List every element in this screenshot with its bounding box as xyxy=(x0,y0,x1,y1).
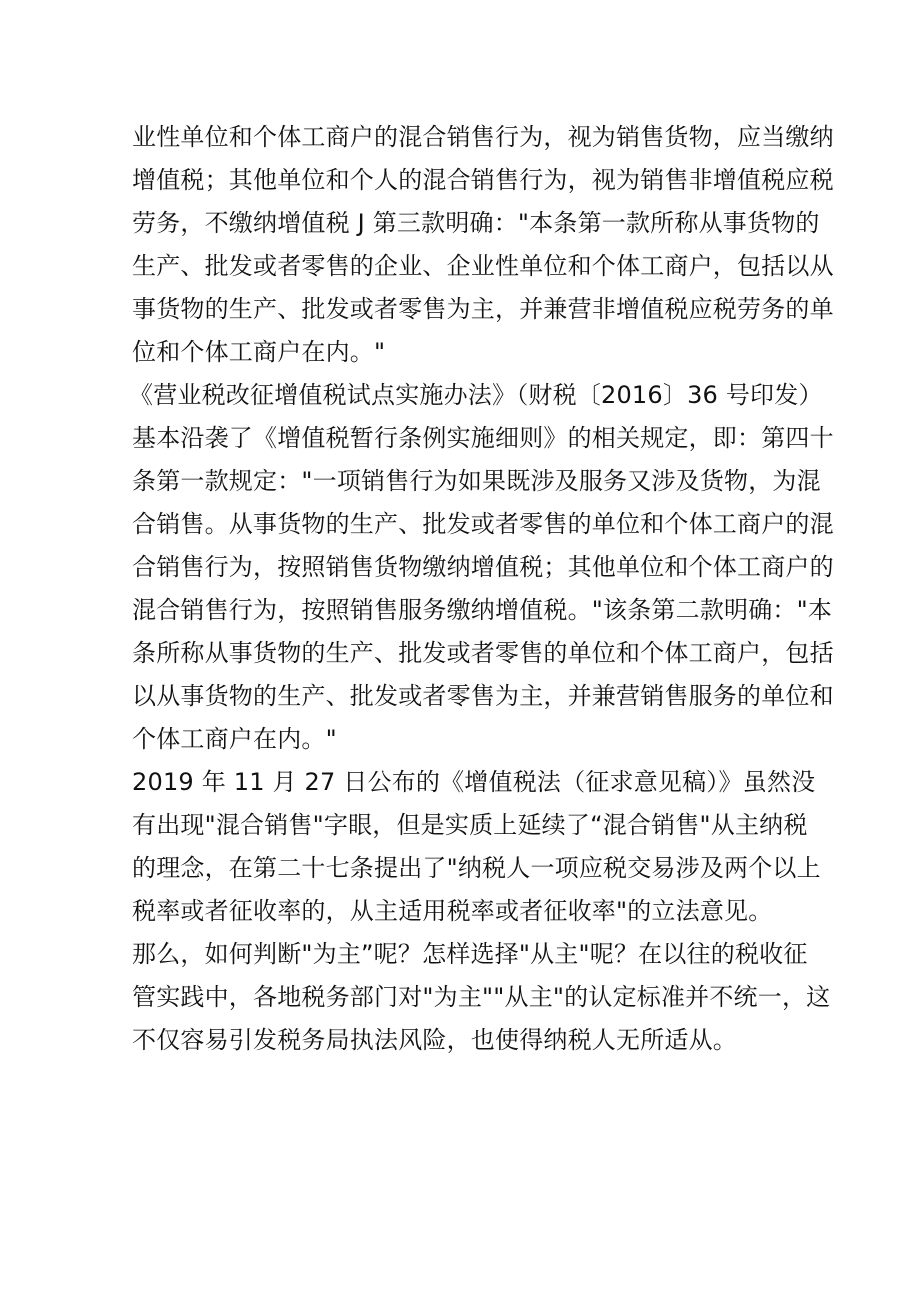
text-line: 不仅容易引发税务局执法风险，也使得纳税人无所适从。 xyxy=(132,1026,737,1054)
text-line: 那么，如何判断"为主”呢？怎样选择"从主"呢？在以往的税收征 xyxy=(132,940,808,968)
text-line: 混合销售行为，按照销售服务缴纳增值税。"该条第二款明确："本 xyxy=(132,596,833,624)
text-line: 位和个体工商户在内。" xyxy=(132,338,386,366)
text-line: 条第一款规定："一项销售行为如果既涉及服务又涉及货物，为混 xyxy=(132,467,821,495)
text-line: 业性单位和个体工商户的混合销售行为，视为销售货物，应当缴纳 xyxy=(132,123,834,151)
text-line: 《营业税改征增值税试点实施办法》（财税〔2016〕36 号印发） xyxy=(129,381,823,409)
text-line: 事货物的生产、批发或者零售为主，并兼营非增值税应税劳务的单 xyxy=(132,295,834,323)
text-line: 合销售。从事货物的生产、批发或者零售的单位和个体工商户的混 xyxy=(132,510,834,538)
text-line: 劳务，不缴纳增值税 J 第三款明确："本条第一款所称从事货物的 xyxy=(132,209,820,237)
text-line: 税率或者征收率的，从主适用税率或者征收率"的立法意见。 xyxy=(132,897,773,925)
text-line: 生产、批发或者零售的企业、企业性单位和个体工商户，包括以从 xyxy=(132,252,834,280)
text-line: 有出现"混合销售"字眼，但是实质上延续了“混合销售"从主纳税 xyxy=(132,811,808,839)
text-line: 个体工商户在内。" xyxy=(132,725,337,753)
text-line: 管实践中，各地税务部门对"为主""从主"的认定标准并不统一，这 xyxy=(132,983,831,1011)
text-line: 基本沿袭了《增值税暂行条例实施细则》的相关规定，即：第四十 xyxy=(132,424,834,452)
text-line: 2019 年 11 月 27 日公布的《增值税法（征求意见稿）》虽然没 xyxy=(132,768,816,796)
document-body xyxy=(129,116,834,1062)
text-line: 以从事货物的生产、批发或者零售为主，并兼营销售服务的单位和 xyxy=(132,682,834,710)
text-line: 增值税；其他单位和个人的混合销售行为，视为销售非增值税应税 xyxy=(132,166,834,194)
text-line: 合销售行为，按照销售货物缴纳增值税；其他单位和个体工商户的 xyxy=(132,553,834,581)
text-line: 的理念，在第二十七条提出了"纳税人一项应税交易涉及两个以上 xyxy=(132,854,821,882)
text-line: 条所称从事货物的生产、批发或者零售的单位和个体工商户，包括 xyxy=(132,639,834,667)
